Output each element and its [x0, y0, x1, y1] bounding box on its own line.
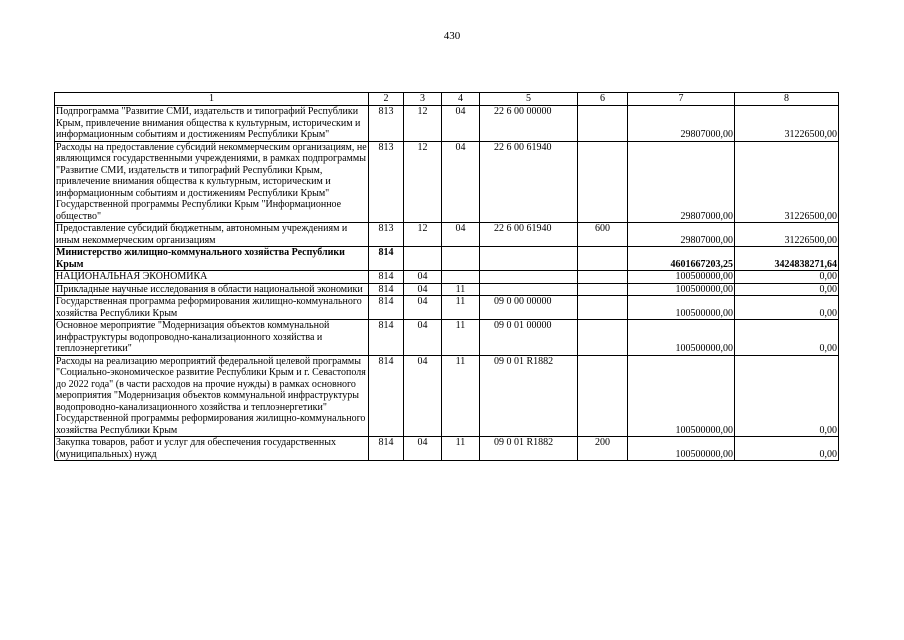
- row-name: Расходы на предоставление субсидий некоммерческим организациям, не являющимся государственными учреждениями, в рамках подпрограммы "Развитие СМИ, издательств и типографий Республики Крым, привлечение внимания общества к культурным, историческим и информационным событиям и достижениям Республики Крым" Государственной программы Республики Крым "Информационное общество": [56, 141, 367, 222]
- column-header: 2: [369, 93, 404, 106]
- table-row: [55, 223, 839, 247]
- column-header: 6: [578, 93, 628, 106]
- row-subsection-code: 11: [442, 437, 480, 461]
- row-subsection-code: 11: [442, 355, 480, 437]
- table-row: [55, 106, 839, 142]
- row-target-article: [480, 247, 578, 271]
- row-amount-1: 100500000,00: [628, 355, 735, 437]
- row-name: Подпрограмма "Развитие СМИ, издательств и типографий Республики Крым, привлечение внимания общества к культурным, историческим и информационным событиям и достижениям Республики Крым": [55, 106, 369, 142]
- table-row: [55, 247, 839, 271]
- row-ministry-code: 814: [369, 437, 404, 461]
- row-target-article: 09 0 01 R1882: [480, 355, 578, 437]
- row-amount-1: 100500000,00: [628, 437, 735, 461]
- row-section-code: 04: [404, 320, 442, 356]
- row-name: Закупка товаров, работ и услуг для обеспечения государственных (муниципальных) нужд: [55, 437, 369, 461]
- row-section-code: 04: [404, 355, 442, 437]
- row-name: Расходы на реализацию мероприятий федеральной целевой программы "Социально-экономическое развитие Республики Крым и г. Севастополя до 2022 года" (в части расходов на прочие нужды) в рамках основного мероприятия "Модернизация объектов коммунальной инфраструктуры водопроводно-канализационного хозяйства и теплоэнергетики" Государственной программы реформирования жилищно-коммунального хозяйства Республики Крым: [55, 355, 369, 437]
- row-target-article: 09 0 01 R1882: [480, 437, 578, 461]
- row-section-code: 12: [404, 141, 442, 223]
- row-name: Предоставление субсидий бюджетным, автономным учреждениям и иным некоммерческим организациям: [55, 223, 369, 247]
- row-section-code: 04: [404, 271, 442, 284]
- table-row: [55, 271, 839, 284]
- row-subsection-code: 04: [442, 223, 480, 247]
- table-header-row: [55, 93, 839, 106]
- row-name: Министерство жилищно-коммунального хозяйства Республики Крым: [55, 247, 369, 271]
- row-amount-1: 4601667203,25: [628, 247, 735, 271]
- row-amount-2: 0,00: [735, 271, 839, 284]
- row-expense-type: [578, 106, 628, 142]
- row-amount-2: 0,00: [735, 283, 839, 296]
- row-ministry-code: 814: [369, 296, 404, 320]
- row-expense-type: [578, 296, 628, 320]
- table-row: [55, 320, 839, 356]
- row-name: Прикладные научные исследования в области национальной экономики: [55, 283, 369, 296]
- column-header: 4: [442, 93, 480, 106]
- row-target-article: [480, 283, 578, 296]
- column-header: 7: [628, 93, 735, 106]
- row-expense-type: [578, 355, 628, 437]
- row-subsection-code: 04: [442, 106, 480, 142]
- table-row: [55, 296, 839, 320]
- row-target-article: 09 0 01 00000: [480, 320, 578, 356]
- page-number: 430: [443, 30, 461, 42]
- row-name: Государственная программа реформирования жилищно-коммунального хозяйства Республики Крым: [55, 296, 369, 320]
- row-amount-1: 100500000,00: [628, 271, 735, 284]
- row-target-article: 22 6 00 61940: [480, 223, 578, 247]
- row-amount-2: 3424838271,64: [735, 247, 839, 271]
- column-header: 1: [55, 93, 369, 106]
- row-target-article: [480, 271, 578, 284]
- row-expense-type: [578, 247, 628, 271]
- row-amount-2: 0,00: [735, 296, 839, 320]
- table-row: [55, 141, 839, 223]
- row-target-article: 22 6 00 00000: [480, 106, 578, 142]
- row-expense-type: 200: [578, 437, 628, 461]
- table-row: [55, 437, 839, 461]
- row-expense-type: [578, 283, 628, 296]
- table-row: [55, 355, 839, 437]
- table-row: [55, 283, 839, 296]
- row-amount-1: 100500000,00: [628, 296, 735, 320]
- row-subsection-code: 11: [442, 320, 480, 356]
- row-subsection-code: [442, 247, 480, 271]
- row-section-code: 04: [404, 283, 442, 296]
- row-ministry-code: 814: [369, 320, 404, 356]
- row-subsection-code: 11: [442, 296, 480, 320]
- row-amount-2: 0,00: [735, 437, 839, 461]
- row-amount-1: 29807000,00: [628, 223, 735, 247]
- row-amount-1: 29807000,00: [628, 106, 735, 142]
- column-header: 5: [480, 93, 578, 106]
- row-target-article: 09 0 00 00000: [480, 296, 578, 320]
- row-expense-type: [578, 271, 628, 284]
- row-amount-2: 31226500,00: [735, 141, 839, 223]
- row-section-code: [404, 247, 442, 271]
- row-amount-2: 0,00: [735, 355, 839, 437]
- row-target-article: 22 6 00 61940: [480, 141, 578, 223]
- row-amount-1: 100500000,00: [628, 320, 735, 356]
- row-section-code: 12: [404, 223, 442, 247]
- row-ministry-code: 814: [369, 355, 404, 437]
- row-section-code: 04: [404, 437, 442, 461]
- column-header: 3: [404, 93, 442, 106]
- row-ministry-code: 814: [369, 271, 404, 284]
- row-name: НАЦИОНАЛЬНАЯ ЭКОНОМИКА: [55, 271, 369, 284]
- row-expense-type: 600: [578, 223, 628, 247]
- row-subsection-code: 11: [442, 283, 480, 296]
- row-amount-2: 31226500,00: [735, 223, 839, 247]
- column-header: 8: [735, 93, 839, 106]
- row-amount-2: 31226500,00: [735, 106, 839, 142]
- row-subsection-code: [442, 271, 480, 284]
- row-ministry-code: 813: [369, 106, 404, 142]
- budget-table: [54, 92, 839, 461]
- row-expense-type: [578, 320, 628, 356]
- row-ministry-code: 814: [369, 247, 404, 271]
- row-ministry-code: 813: [369, 223, 404, 247]
- row-amount-1: 100500000,00: [628, 283, 735, 296]
- row-expense-type: [578, 141, 628, 223]
- row-section-code: 04: [404, 296, 442, 320]
- row-subsection-code: 04: [442, 141, 480, 223]
- row-section-code: 12: [404, 106, 442, 142]
- row-ministry-code: 813: [369, 141, 404, 223]
- row-ministry-code: 814: [369, 283, 404, 296]
- row-name: Основное мероприятие "Модернизация объектов коммунальной инфраструктуры водопроводно-канализационного хозяйства и теплоэнергетики": [55, 320, 369, 356]
- row-amount-1: 29807000,00: [628, 141, 735, 223]
- row-amount-2: 0,00: [735, 320, 839, 356]
